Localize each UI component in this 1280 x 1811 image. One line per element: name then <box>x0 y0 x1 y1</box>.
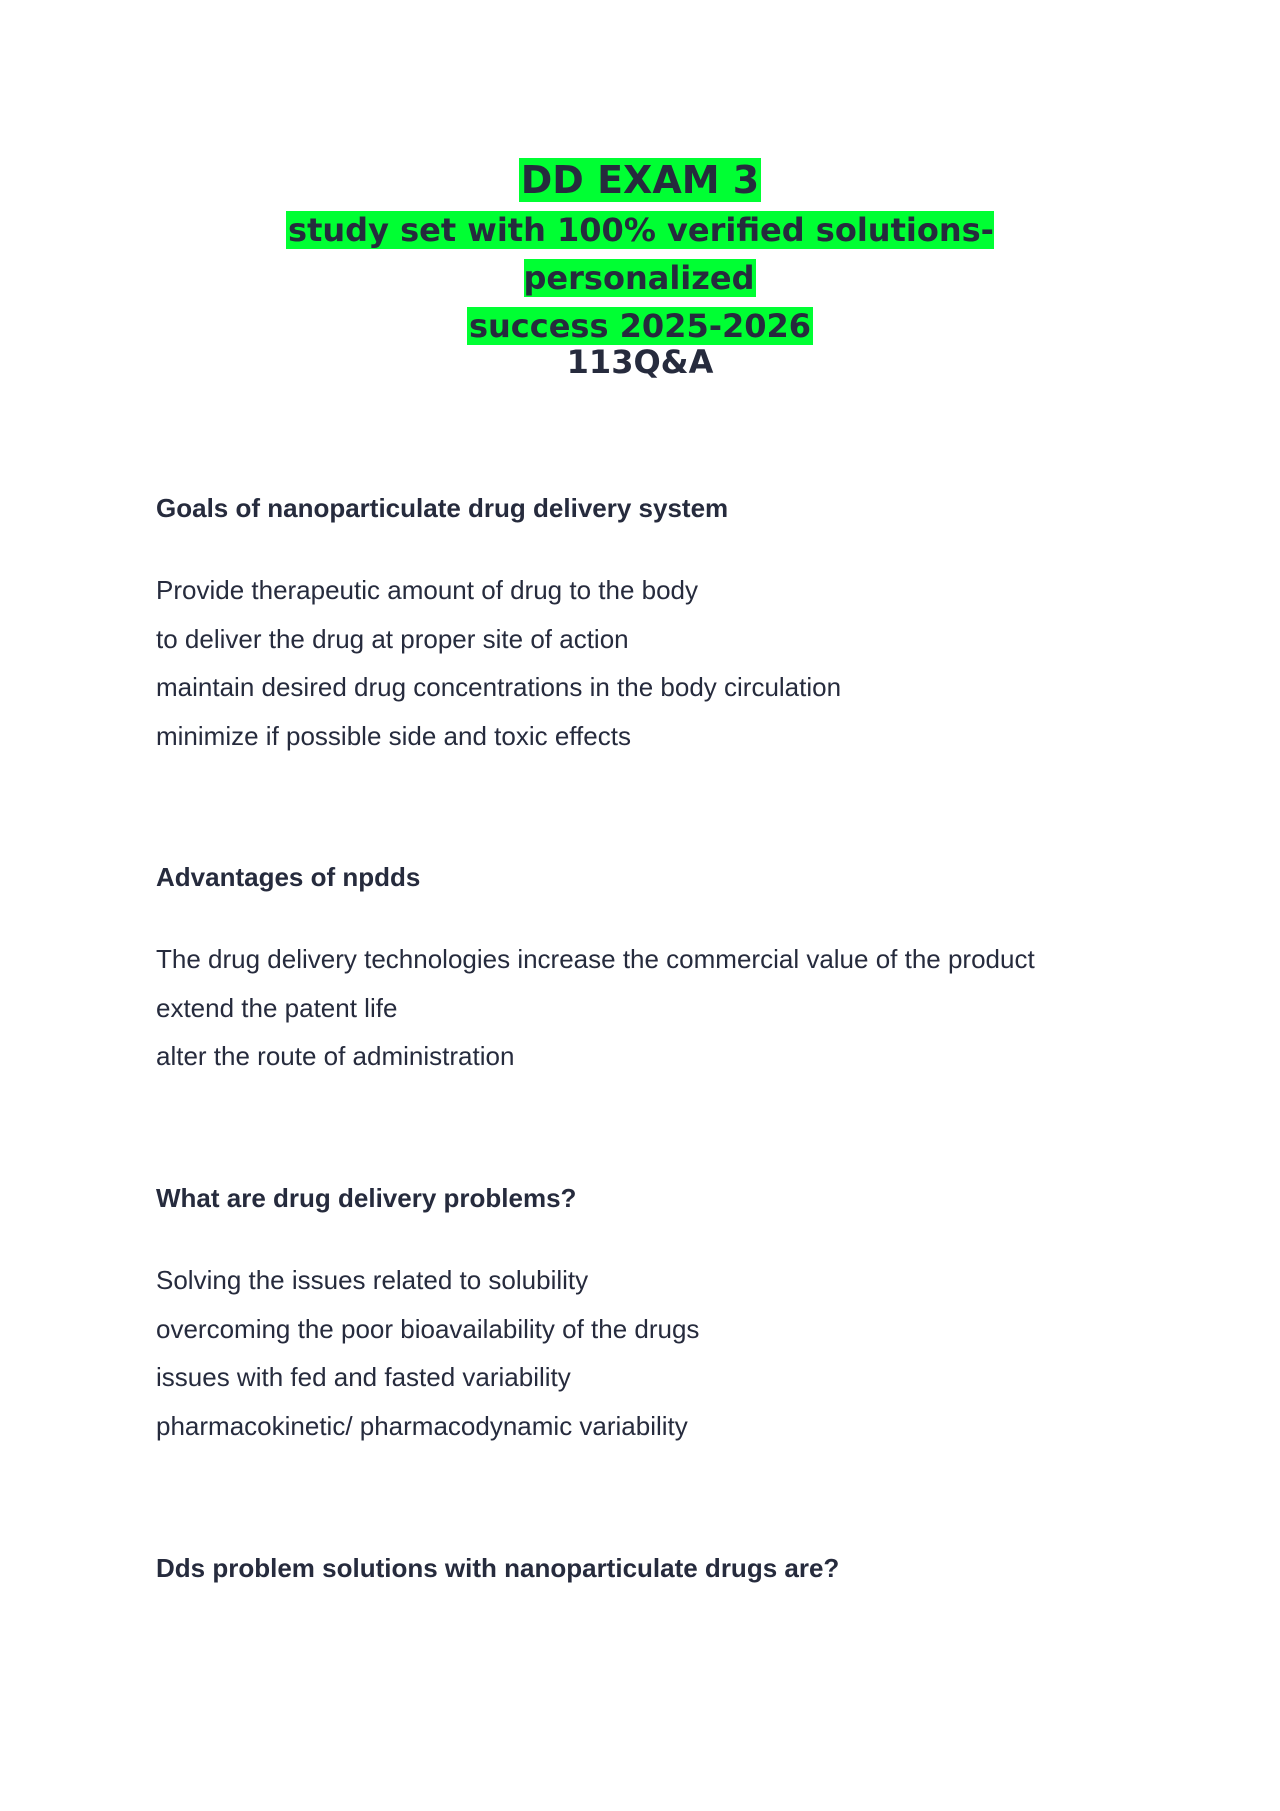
answer-list <box>156 566 1156 760</box>
question-heading: What are drug delivery problems? <box>156 1183 577 1213</box>
answer-line: pharmacokinetic/ pharmacodynamic variability <box>156 1410 688 1441</box>
question-count: 113Q&A <box>566 343 714 381</box>
answer-line: alter the route of administration <box>156 1041 515 1071</box>
answer-line: The drug delivery technologies increase the commercial value of the product <box>156 944 1035 974</box>
answer-line: maintain desired drug concentrations in the body circulation <box>156 672 842 702</box>
answer-line: to deliver the drug at proper site of action <box>156 623 629 654</box>
question-heading: Dds problem solutions with nanoparticulate drugs are? <box>156 1553 840 1583</box>
title-highlight: DD EXAM 3 <box>520 158 760 202</box>
document-title <box>0 154 1280 206</box>
subtitle-highlight-line-1: study set with 100% verified solutions-personalized <box>288 211 994 297</box>
answer-list <box>156 1256 1156 1450</box>
document-subtitle <box>170 206 1110 350</box>
answer-line: Solving the issues related to solubility <box>156 1265 589 1295</box>
qa-block-2 <box>156 859 1156 1081</box>
qa-block-1 <box>156 490 1156 760</box>
qa-block-4 <box>156 1550 1156 1586</box>
answer-line: Provide therapeutic amount of drug to the body <box>156 575 699 605</box>
qa-block-3 <box>156 1180 1156 1450</box>
document-header <box>0 154 1280 350</box>
answer-line: minimize if possible side and toxic effects <box>156 720 631 751</box>
question-heading: Goals of nanoparticulate drug delivery system <box>156 493 729 523</box>
subtitle-highlight-line-2: success 2025-2026 <box>468 307 812 345</box>
question-heading: Advantages of npdds <box>156 862 421 892</box>
answer-line: extend the patent life <box>156 992 398 1023</box>
answer-line: issues with fed and fasted variability <box>156 1362 571 1392</box>
answer-list <box>156 935 1156 1081</box>
answer-line: overcoming the poor bioavailability of the drugs <box>156 1313 700 1344</box>
